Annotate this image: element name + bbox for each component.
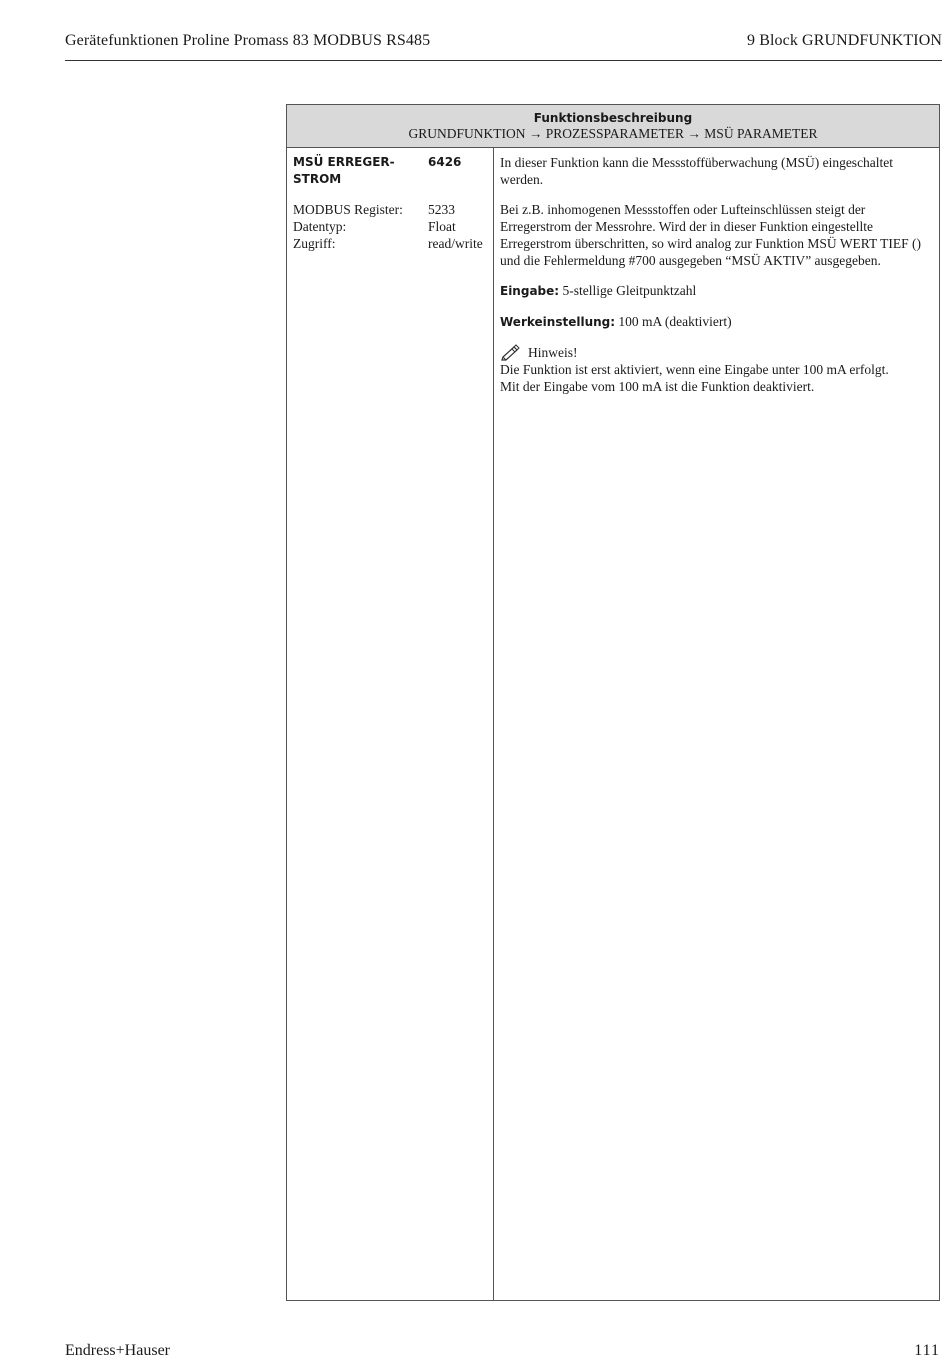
note-title: Hinweis! xyxy=(528,345,578,360)
table-breadcrumb: GRUNDFUNKTION → PROZESSPARAMETER → MSÜ PARAMETER xyxy=(408,126,818,141)
description-paragraph: In dieser Funktion kann die Messstoffüberwachung (MSÜ) eingeschaltet werden. xyxy=(500,155,894,187)
property-key: Zugriff: xyxy=(293,236,336,251)
note-title-line xyxy=(500,344,936,361)
footer-page-number: 111 xyxy=(914,1342,940,1359)
note-block xyxy=(500,344,936,395)
footer-brand: Endress+Hauser xyxy=(65,1342,170,1359)
property-value: 5233 xyxy=(428,202,455,217)
property-key: MODBUS Register: xyxy=(293,202,403,217)
header-document-title: Gerätefunktionen Proline Promass 83 MODBUS RS485 xyxy=(65,32,431,49)
note-text: Die Funktion ist erst aktiviert, wenn eine Eingabe unter 100 mA erfolgt. xyxy=(500,362,889,377)
description-paragraph: Bei z.B. inhomogenen Messstoffen oder Lufteinschlüssen steigt der Erregerstrom der Messrohre. Wird der in dieser Funktion eingestellte Erregerstrom überschritten, so wird analog zur Funktion MSÜ WERT TIEF () und die Fehlermeldung #700 ausgegeben “MSÜ AKTIV” ausgegeben. xyxy=(500,202,921,268)
property-key: Datentyp: xyxy=(293,219,347,234)
table-header xyxy=(287,105,939,148)
property-row xyxy=(293,235,493,252)
table-heading: Funktionsbeschreibung xyxy=(533,111,693,125)
input-line xyxy=(500,282,936,300)
header-section-title: 9 Block GRUNDFUNKTION xyxy=(747,32,942,49)
column-divider xyxy=(493,148,494,1300)
default-line xyxy=(500,313,936,331)
property-row xyxy=(293,218,493,235)
note-text: Mit der Eingabe vom 100 mA ist die Funktion deaktiviert. xyxy=(500,379,815,394)
function-number: 6426 xyxy=(428,155,462,169)
function-name: MSÜ ERREGER-STROM xyxy=(293,155,395,186)
property-value: read/write xyxy=(428,236,483,251)
property-value: Float xyxy=(428,219,456,234)
default-value: 100 mA (deaktiviert) xyxy=(618,314,732,329)
description-column xyxy=(500,154,936,395)
function-properties xyxy=(293,201,493,252)
property-row xyxy=(293,201,493,218)
input-label: Eingabe: xyxy=(500,284,560,298)
default-label: Werkeinstellung: xyxy=(500,315,616,329)
function-description-table xyxy=(286,104,940,1301)
input-value: 5-stellige Gleitpunktzahl xyxy=(562,283,697,298)
header-rule xyxy=(65,60,942,61)
pencil-note-icon xyxy=(500,344,522,361)
